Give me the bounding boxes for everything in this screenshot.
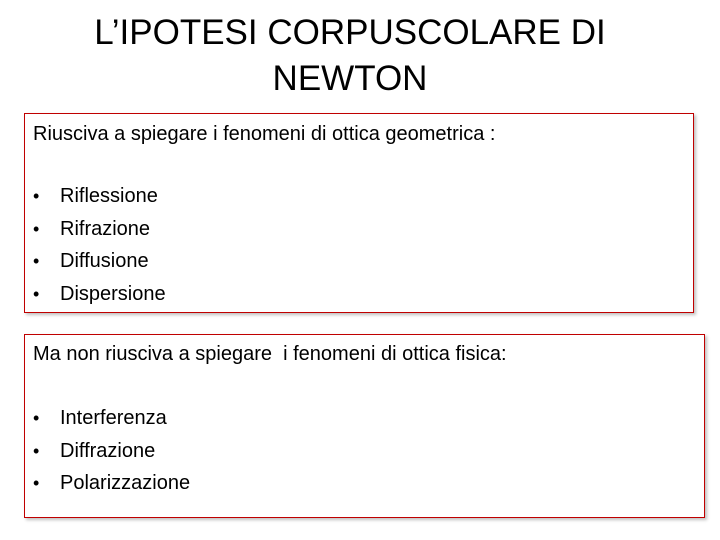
list-item-label: Interferenza bbox=[60, 407, 167, 429]
geometric-optics-list bbox=[33, 180, 166, 310]
title-line-2: NEWTON bbox=[272, 59, 428, 98]
bullet-icon: • bbox=[33, 186, 40, 206]
list-item-label: Dispersione bbox=[60, 282, 166, 305]
bullet-icon: • bbox=[33, 251, 40, 271]
list-item bbox=[33, 435, 190, 468]
bullet-icon: • bbox=[33, 218, 40, 239]
list-item bbox=[33, 402, 190, 435]
bullet-icon: • bbox=[33, 283, 40, 304]
title-line-1: L’IPOTESI CORPUSCOLARE DI bbox=[94, 13, 606, 52]
geometric-optics-box bbox=[24, 113, 694, 313]
physical-optics-list bbox=[33, 402, 190, 500]
geometric-optics-heading: Riusciva a spiegare i fenomeni di ottica geometrica : bbox=[33, 123, 496, 145]
list-item-label: Rifrazione bbox=[60, 217, 151, 240]
physical-optics-box bbox=[24, 334, 705, 518]
list-item bbox=[33, 278, 166, 311]
list-item bbox=[33, 467, 190, 500]
list-item-label: Riflessione bbox=[60, 185, 158, 207]
list-item-label: Diffusione bbox=[60, 250, 149, 272]
bullet-icon: • bbox=[33, 440, 40, 461]
bullet-icon: • bbox=[33, 473, 40, 493]
list-item-label: Polarizzazione bbox=[60, 472, 191, 494]
list-item-label: Diffrazione bbox=[60, 439, 156, 462]
bullet-icon: • bbox=[33, 408, 40, 428]
list-item bbox=[33, 180, 166, 213]
physical-optics-heading: Ma non riusciva a spiegare i fenomeni di ottica fisica: bbox=[33, 343, 507, 365]
page-title bbox=[0, 10, 700, 102]
list-item bbox=[33, 213, 166, 246]
list-item bbox=[33, 245, 166, 278]
